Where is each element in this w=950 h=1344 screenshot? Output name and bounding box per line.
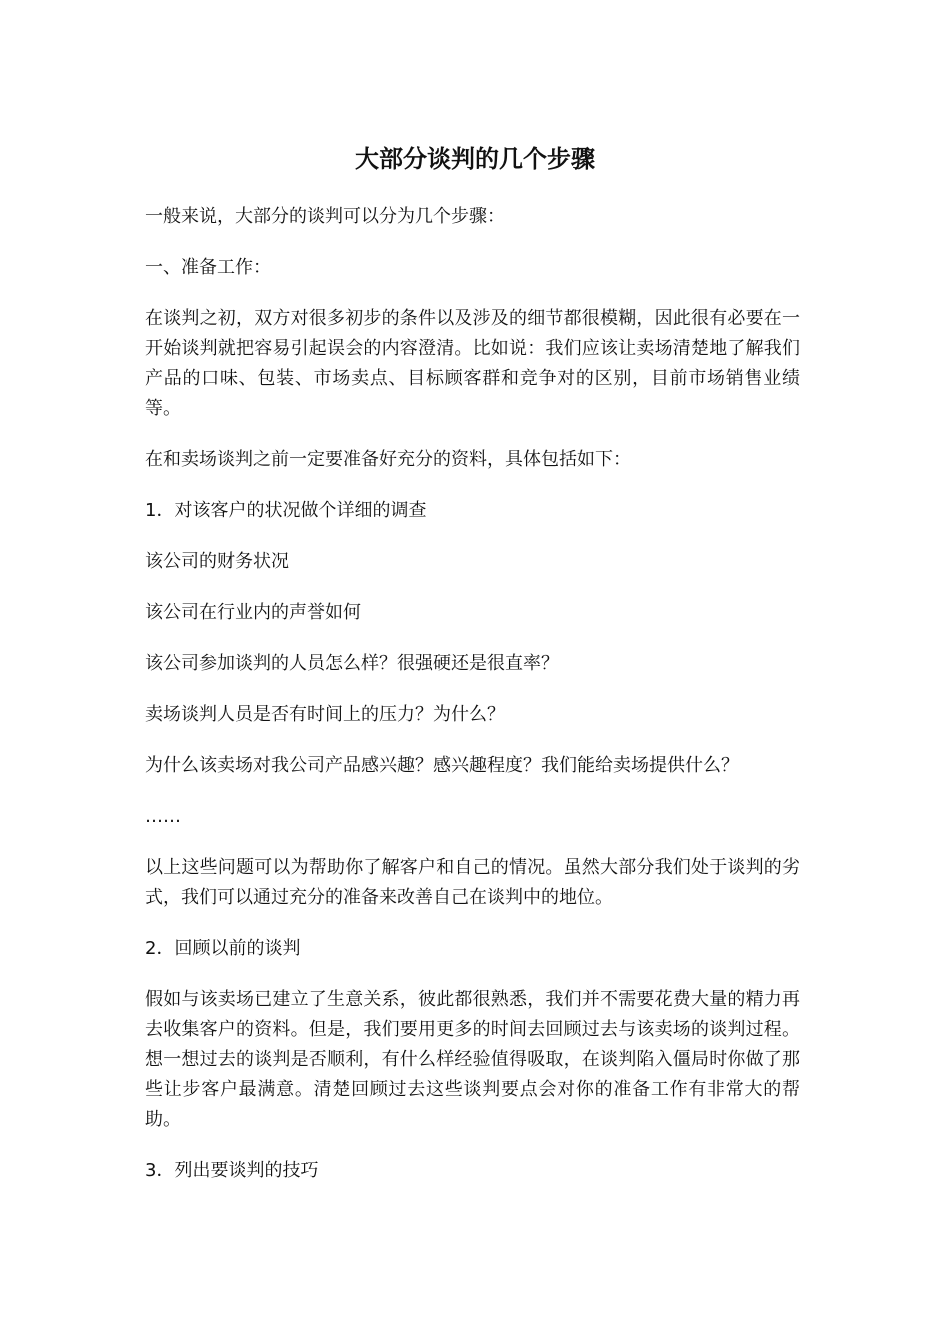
list-item-reputation: 该公司在行业内的声誉如何 <box>145 602 361 623</box>
document-title: 大部分谈判的几个步骤 <box>355 145 595 173</box>
section-heading-preparation: 一、准备工作： <box>145 257 271 278</box>
paragraph-intro: 一般来说，大部分的谈判可以分为几个步骤： <box>145 206 505 227</box>
paragraph-preparation-overview: 在谈判之初，双方对很多初步的条件以及涉及的细节都很模糊，因此很有必要在一开始谈判就把容易引起误会的内容澄清。比如说：我们应该让卖场清楚地了解我们产品的口味、包装、市场卖点、目标顾客群和竞争对的区别，目前市场销售业绩等。 <box>145 308 800 419</box>
paragraph-summary: 以上这些问题可以为帮助你了解客户和自己的情况。虽然大部分我们处于谈判的劣式，我们可以通过充分的准备来改善自己在谈判中的地位。 <box>145 857 800 908</box>
ellipsis-line: …… <box>145 806 181 827</box>
document-body <box>145 202 800 1207</box>
paragraph-materials: 在和卖场谈判之前一定要准备好充分的资料，具体包括如下： <box>145 449 631 470</box>
subheading-techniques: 3．列出要谈判的技巧 <box>145 1160 319 1181</box>
list-item-time-pressure: 卖场谈判人员是否有时间上的压力？为什么？ <box>145 704 505 725</box>
list-item-interest: 为什么该卖场对我公司产品感兴趣？感兴趣程度？我们能给卖场提供什么？ <box>145 755 739 776</box>
list-item-negotiators: 该公司参加谈判的人员怎么样？很强硬还是很直率？ <box>145 653 559 674</box>
subheading-customer-research: 1．对该客户的状况做个详细的调查 <box>145 500 427 521</box>
subheading-review: 2．回顾以前的谈判 <box>145 938 301 959</box>
paragraph-review: 假如与该卖场已建立了生意关系，彼此都很熟悉，我们并不需要花费大量的精力再去收集客户的资料。但是，我们要用更多的时间去回顾过去与该卖场的谈判过程。想一想过去的谈判是否顺利，有什么样经验值得吸取，在谈判陷入僵局时你做了那些让步客户最满意。清楚回顾过去这些谈判要点会对你的准备工作有非常大的帮助。 <box>145 989 800 1130</box>
list-item-financial: 该公司的财务状况 <box>145 551 289 572</box>
